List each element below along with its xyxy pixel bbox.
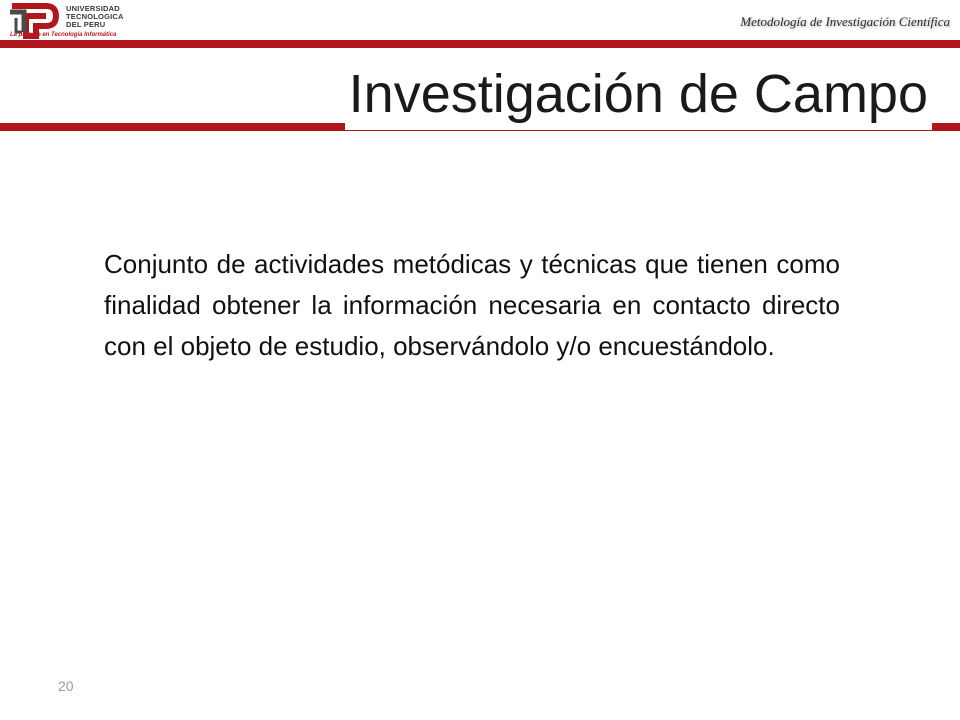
logo-tagline: La primera en Tecnología Informática: [10, 32, 117, 38]
logo-wordmark: [66, 5, 124, 29]
page-number: 20: [58, 678, 74, 694]
logo-line-1: UNIVERSIDAD: [66, 4, 120, 13]
slide-body-text: Conjunto de actividades metódicas y técnicas que tienen como finalidad obtener la información necesaria en contacto directo con el objeto de estudio, observándolo y/o encuestándolo.: [104, 249, 840, 361]
university-logo: [6, 2, 156, 42]
logo-line-2: TECNOLOGICA: [66, 12, 124, 21]
logo-line-3: DEL PERU: [66, 20, 106, 29]
slide-title: Investigación de Campo: [345, 58, 932, 130]
header-top-bar: [0, 40, 960, 48]
course-title: Metodología de Investigación Científica: [740, 14, 950, 29]
